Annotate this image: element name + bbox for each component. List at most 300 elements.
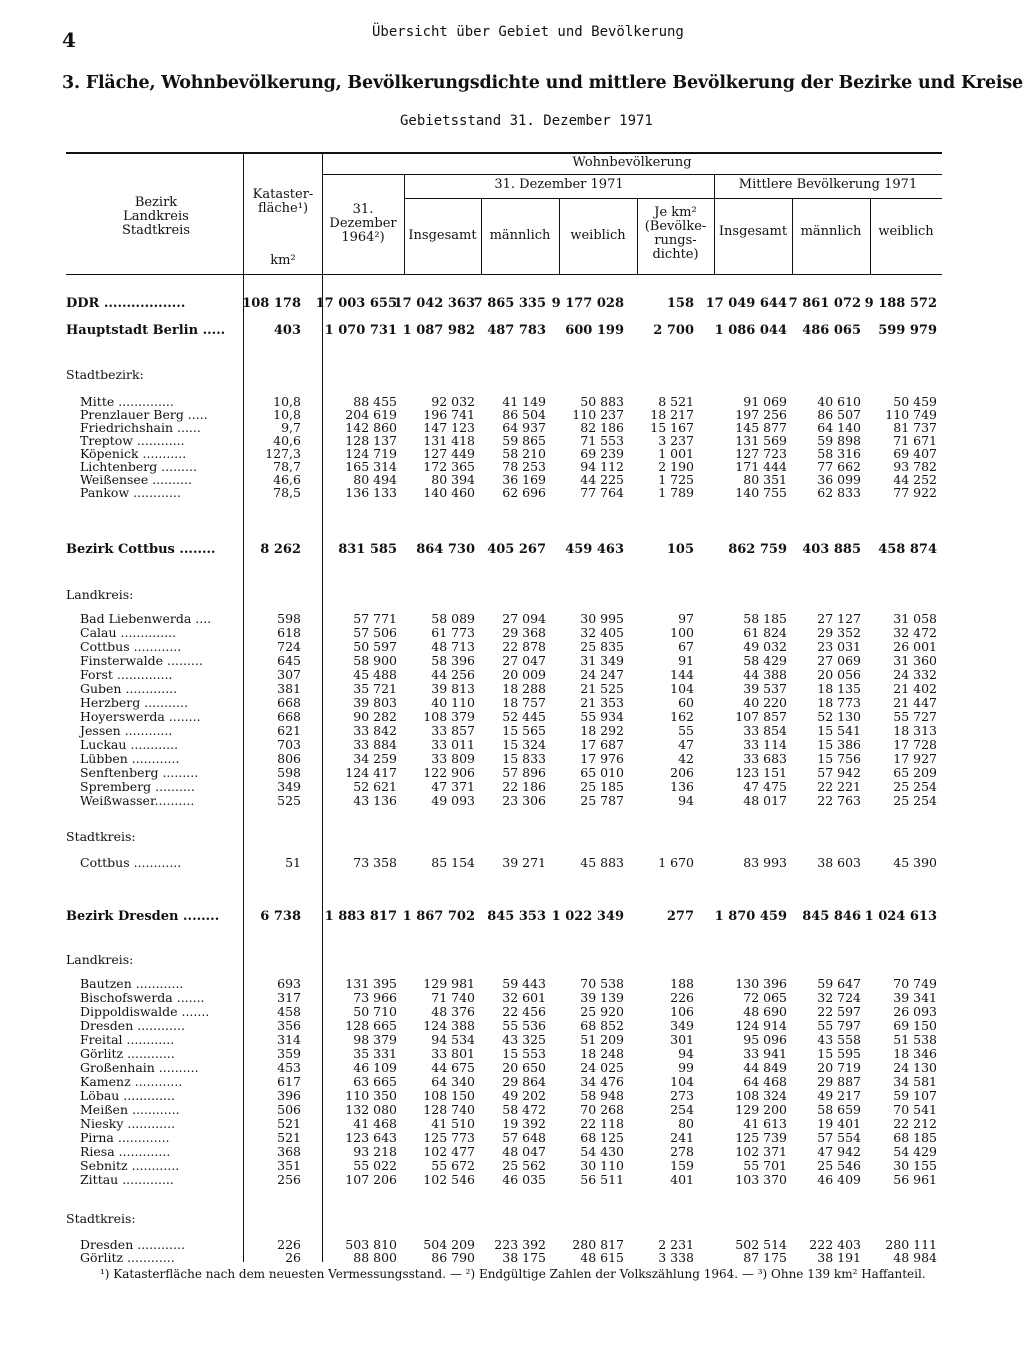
table-cell: 50 710 — [353, 1004, 397, 1019]
table-cell: 142 860 — [345, 420, 397, 435]
table-cell: 18 346 — [893, 1046, 937, 1061]
table-cell: 78,7 — [273, 459, 301, 474]
table-cell: 845 353 — [487, 909, 546, 924]
table-cell: 47 475 — [743, 779, 787, 794]
table-cell: 122 906 — [423, 765, 475, 780]
table-subtitle: Gebietsstand 31. Dezember 1971 — [400, 113, 653, 129]
table-cell: 18 135 — [817, 681, 861, 696]
table-cell: 85 154 — [431, 855, 475, 870]
table-cell: 20 056 — [817, 667, 861, 682]
table-cell: 25 546 — [817, 1158, 861, 1173]
row-label: Landkreis: — [66, 952, 134, 967]
table-cell: 17 728 — [893, 737, 937, 752]
table-cell: 52 621 — [353, 779, 397, 794]
table-cell: 71 740 — [431, 990, 475, 1005]
table-cell: 21 353 — [580, 695, 624, 710]
row-label: Görlitz ............ — [80, 1046, 175, 1061]
table-cell: 46,6 — [273, 472, 301, 487]
table-cell: 80 394 — [431, 472, 475, 487]
table-cell: 204 619 — [345, 407, 397, 422]
header-m-insg: Insgesamt — [718, 224, 788, 239]
table-cell: 33 842 — [353, 723, 397, 738]
table-cell: 9 188 572 — [864, 296, 937, 311]
table-cell: 24 025 — [580, 1060, 624, 1075]
table-cell: 39 341 — [893, 990, 937, 1005]
table-cell: 7 865 335 — [473, 296, 546, 311]
table-cell: 29 887 — [817, 1074, 861, 1089]
table-cell: 105 — [666, 542, 694, 557]
table-cell: 504 209 — [423, 1237, 475, 1252]
table-cell: 48 047 — [502, 1144, 546, 1159]
table-cell: 29 352 — [817, 625, 861, 640]
header-area-unit: km² — [270, 253, 296, 268]
table-cell: 125 773 — [423, 1130, 475, 1145]
table-cell: 70 268 — [580, 1102, 624, 1117]
table-cell: 64 140 — [817, 420, 861, 435]
table-cell: 41 510 — [431, 1116, 475, 1131]
table-cell: 171 444 — [735, 459, 787, 474]
table-cell: 33 011 — [431, 737, 475, 752]
table-cell: 21 525 — [580, 681, 624, 696]
table-cell: 18 292 — [580, 723, 624, 738]
table-cell: 18 217 — [650, 407, 694, 422]
row-label: Herzberg ........... — [80, 695, 188, 710]
table-cell: 64 937 — [502, 420, 546, 435]
table-cell: 405 267 — [487, 542, 546, 557]
table-cell: 39 803 — [353, 695, 397, 710]
table-cell: 38 175 — [502, 1250, 546, 1265]
table-cell: 70 538 — [580, 976, 624, 991]
table-cell: 15 167 — [650, 420, 694, 435]
table-cell: 21 447 — [893, 695, 937, 710]
table-cell: 18 248 — [580, 1046, 624, 1061]
table-cell: 41 613 — [743, 1116, 787, 1131]
table-cell: 45 488 — [353, 667, 397, 682]
row-label: Bad Liebenwerda .... — [80, 611, 212, 626]
table-cell: 18 773 — [817, 695, 861, 710]
table-cell: 51 209 — [580, 1032, 624, 1047]
table-cell: 38 191 — [817, 1250, 861, 1265]
table-cell: 226 — [277, 1237, 301, 1252]
table-cell: 349 — [277, 779, 301, 794]
row-label: Köpenick ........... — [80, 446, 187, 461]
table-cell: 1 870 459 — [714, 909, 787, 924]
table-cell: 25 920 — [580, 1004, 624, 1019]
table-cell: 77 922 — [893, 485, 937, 500]
table-cell: 47 — [678, 737, 694, 752]
row-label: Großenhain .......... — [80, 1060, 199, 1075]
table-cell: 48 713 — [431, 639, 475, 654]
table-cell: 65 010 — [580, 765, 624, 780]
table-cell: 17 687 — [580, 737, 624, 752]
table-cell: 49 093 — [431, 793, 475, 808]
table-cell: 20 009 — [502, 667, 546, 682]
table-cell: 57 648 — [502, 1130, 546, 1145]
table-cell: 159 — [670, 1158, 694, 1173]
table-cell: 80 — [678, 1116, 694, 1131]
row-label: Bischofswerda ....... — [80, 990, 205, 1005]
table-cell: 62 833 — [817, 485, 861, 500]
row-label: Mitte .............. — [80, 394, 174, 409]
row-label: Guben ............. — [80, 681, 178, 696]
table-cell: 88 800 — [353, 1250, 397, 1265]
table-cell: 93 218 — [353, 1144, 397, 1159]
table-cell: 33 941 — [743, 1046, 787, 1061]
table-cell: 10,8 — [273, 394, 301, 409]
row-label: DDR .................. — [66, 296, 186, 311]
table-cell: 10,8 — [273, 407, 301, 422]
table-cell: 487 783 — [487, 323, 546, 338]
header-insg: Insgesamt — [408, 228, 477, 243]
table-cell: 317 — [277, 990, 301, 1005]
table-cell: 48 615 — [580, 1250, 624, 1265]
table-cell: 48 690 — [743, 1004, 787, 1019]
table-cell: 61 824 — [743, 625, 787, 640]
table-cell: 27 127 — [817, 611, 861, 626]
table-cell: 2 190 — [658, 459, 694, 474]
row-label: Lübben ............ — [80, 751, 180, 766]
table-cell: 64 340 — [431, 1074, 475, 1089]
row-label: Bezirk Cottbus ........ — [66, 542, 216, 557]
table-cell: 62 696 — [502, 485, 546, 500]
table-cell: 22 212 — [893, 1116, 937, 1131]
table-cell: 24 332 — [893, 667, 937, 682]
table-cell: 77 662 — [817, 459, 861, 474]
table-cell: 44 675 — [431, 1060, 475, 1075]
table-cell: 45 390 — [893, 855, 937, 870]
table-cell: 110 237 — [572, 407, 624, 422]
table-cell: 172 365 — [423, 459, 475, 474]
table-cell: 31 360 — [893, 653, 937, 668]
table-cell: 43 136 — [353, 793, 397, 808]
row-label: Weißensee .......... — [80, 472, 192, 487]
col-divider-region — [243, 152, 244, 1262]
table-cell: 1 670 — [658, 855, 694, 870]
table-cell: 68 852 — [580, 1018, 624, 1033]
row-label: Bezirk Dresden ........ — [66, 909, 220, 924]
row-label: Sebnitz ............ — [80, 1158, 180, 1173]
table-cell: 396 — [277, 1088, 301, 1103]
table-cell: 20 650 — [502, 1060, 546, 1075]
table-cell: 71 671 — [893, 433, 937, 448]
table-cell: 55 797 — [817, 1018, 861, 1033]
table-cell: 145 877 — [735, 420, 787, 435]
table-cell: 55 — [678, 723, 694, 738]
table-cell: 27 069 — [817, 653, 861, 668]
table-cell: 521 — [277, 1130, 301, 1145]
table-cell: 525 — [277, 793, 301, 808]
row-label: Löbau ............. — [80, 1088, 175, 1103]
table-cell: 703 — [277, 737, 301, 752]
row-label: Friedrichshain ...... — [80, 420, 201, 435]
table-cell: 127,3 — [265, 446, 301, 461]
table-cell: 600 199 — [565, 323, 624, 338]
table-cell: 38 603 — [817, 855, 861, 870]
table-cell: 124 914 — [735, 1018, 787, 1033]
header-group-wohn: Wohnbevölkerung — [572, 155, 692, 170]
table-cell: 94 — [678, 793, 694, 808]
header-maenn: männlich — [489, 228, 551, 243]
table-cell: 59 443 — [502, 976, 546, 991]
table-cell: 110 749 — [885, 407, 937, 422]
table-cell: 58 316 — [817, 446, 861, 461]
row-label: Forst .............. — [80, 667, 173, 682]
table-cell: 23 031 — [817, 639, 861, 654]
table-cell: 94 — [678, 1046, 694, 1061]
table-cell: 30 155 — [893, 1158, 937, 1173]
row-label: Treptow ............ — [80, 433, 185, 448]
table-cell: 33 801 — [431, 1046, 475, 1061]
table-cell: 124 719 — [345, 446, 397, 461]
row-label: Cottbus ............ — [80, 855, 182, 870]
table-cell: 25 185 — [580, 779, 624, 794]
table-cell: 241 — [670, 1130, 694, 1145]
table-cell: 129 981 — [423, 976, 475, 991]
table-cell: 24 247 — [580, 667, 624, 682]
table-cell: 54 430 — [580, 1144, 624, 1159]
table-cell: 140 460 — [423, 485, 475, 500]
row-label: Lichtenberg ......... — [80, 459, 197, 474]
row-label: Pankow ............ — [80, 485, 181, 500]
table-cell: 162 — [670, 709, 694, 724]
table-cell: 55 934 — [580, 709, 624, 724]
table-cell: 107 206 — [345, 1172, 397, 1187]
table-cell: 30 995 — [580, 611, 624, 626]
row-label: Zittau ............. — [80, 1172, 174, 1187]
table-cell: 73 358 — [353, 855, 397, 870]
table-cell: 1 725 — [658, 472, 694, 487]
table-cell: 44 252 — [893, 472, 937, 487]
table-cell: 3 338 — [658, 1250, 694, 1265]
table-cell: 95 096 — [743, 1032, 787, 1047]
table-cell: 40 610 — [817, 394, 861, 409]
table-cell: 68 185 — [893, 1130, 937, 1145]
table-cell: 57 506 — [353, 625, 397, 640]
page-number: 4 — [62, 28, 76, 52]
table-cell: 486 065 — [802, 323, 861, 338]
table-cell: 17 927 — [893, 751, 937, 766]
row-label: Calau .............. — [80, 625, 177, 640]
table-cell: 40,6 — [273, 433, 301, 448]
table-cell: 52 130 — [817, 709, 861, 724]
table-cell: 49 217 — [817, 1088, 861, 1103]
table-cell: 128 740 — [423, 1102, 475, 1117]
table-cell: 18 757 — [502, 695, 546, 710]
table-cell: 59 865 — [502, 433, 546, 448]
table-cell: 44 225 — [580, 472, 624, 487]
table-cell: 196 741 — [423, 407, 475, 422]
table-cell: 301 — [670, 1032, 694, 1047]
table-cell: 24 130 — [893, 1060, 937, 1075]
table-cell: 57 771 — [353, 611, 397, 626]
row-label: Spremberg .......... — [80, 779, 195, 794]
table-cell: 100 — [670, 625, 694, 640]
table-cell: 91 — [678, 653, 694, 668]
table-cell: 668 — [277, 709, 301, 724]
table-cell: 381 — [277, 681, 301, 696]
table-cell: 26 093 — [893, 1004, 937, 1019]
table-cell: 93 782 — [893, 459, 937, 474]
table-cell: 368 — [277, 1144, 301, 1159]
table-title: 3. Fläche, Wohnbevölkerung, Bevölkerungsdichte und mittlere Bevölkerung der Bezirke und Kreise — [62, 73, 1023, 93]
row-label: Hauptstadt Berlin ..... — [66, 323, 226, 338]
table-cell: 140 755 — [735, 485, 787, 500]
table-cell: 132 080 — [345, 1102, 397, 1117]
header-rule-2 — [404, 198, 942, 199]
table-cell: 108 379 — [423, 709, 475, 724]
table-cell: 49 202 — [502, 1088, 546, 1103]
row-label: Niesky ............ — [80, 1116, 176, 1131]
table-cell: 107 857 — [735, 709, 787, 724]
table-cell: 41 468 — [353, 1116, 397, 1131]
table-cell: 72 065 — [743, 990, 787, 1005]
table-cell: 17 042 363 — [393, 296, 475, 311]
header-m-maenn: männlich — [800, 224, 862, 239]
table-cell: 598 — [277, 611, 301, 626]
table-cell: 130 396 — [735, 976, 787, 991]
table-cell: 618 — [277, 625, 301, 640]
table-cell: 15 541 — [817, 723, 861, 738]
table-cell: 136 133 — [345, 485, 397, 500]
table-cell: 1 867 702 — [402, 909, 475, 924]
table-cell: 98 379 — [353, 1032, 397, 1047]
table-cell: 33 809 — [431, 751, 475, 766]
table-cell: 458 — [277, 1004, 301, 1019]
table-cell: 165 314 — [345, 459, 397, 474]
table-cell: 58 429 — [743, 653, 787, 668]
table-cell: 36 169 — [502, 472, 546, 487]
table-cell: 77 764 — [580, 485, 624, 500]
table-cell: 15 833 — [502, 751, 546, 766]
table-cell: 26 001 — [893, 639, 937, 654]
table-cell: 22 597 — [817, 1004, 861, 1019]
table-cell: 27 047 — [502, 653, 546, 668]
table-cell: 43 558 — [817, 1032, 861, 1047]
table-cell: 32 601 — [502, 990, 546, 1005]
table-cell: 188 — [670, 976, 694, 991]
table-cell: 59 107 — [893, 1088, 937, 1103]
table-cell: 71 553 — [580, 433, 624, 448]
table-cell: 9,7 — [281, 420, 301, 435]
table-cell: 73 966 — [353, 990, 397, 1005]
table-cell: 459 463 — [565, 542, 624, 557]
table-cell: 55 022 — [353, 1158, 397, 1173]
table-cell: 94 534 — [431, 1032, 475, 1047]
table-cell: 806 — [277, 751, 301, 766]
row-label: Pirna ............. — [80, 1130, 170, 1145]
table-cell: 102 371 — [735, 1144, 787, 1159]
table-cell: 108 178 — [242, 296, 301, 311]
table-cell: 123 151 — [735, 765, 787, 780]
table-cell: 70 749 — [893, 976, 937, 991]
table-cell: 43 325 — [502, 1032, 546, 1047]
table-cell: 1 024 613 — [864, 909, 937, 924]
header-weib: weiblich — [570, 228, 626, 243]
table-cell: 46 409 — [817, 1172, 861, 1187]
table-cell: 15 386 — [817, 737, 861, 752]
table-cell: 58 210 — [502, 446, 546, 461]
table-cell: 22 456 — [502, 1004, 546, 1019]
table-cell: 9 177 028 — [551, 296, 624, 311]
table-cell: 256 — [277, 1172, 301, 1187]
table-cell: 108 150 — [423, 1088, 475, 1103]
table-cell: 55 701 — [743, 1158, 787, 1173]
table-cell: 129 200 — [735, 1102, 787, 1117]
table-cell: 51 — [285, 855, 301, 870]
table-cell: 57 896 — [502, 765, 546, 780]
row-label: Hoyerswerda ........ — [80, 709, 201, 724]
table-cell: 55 536 — [502, 1018, 546, 1033]
table-cell: 356 — [277, 1018, 301, 1033]
row-label: Bautzen ............ — [80, 976, 184, 991]
table-cell: 1 086 044 — [714, 323, 787, 338]
table-cell: 80 494 — [353, 472, 397, 487]
table-cell: 25 254 — [893, 779, 937, 794]
table-cell: 58 948 — [580, 1088, 624, 1103]
table-cell: 144 — [670, 667, 694, 682]
table-cell: 58 472 — [502, 1102, 546, 1117]
table-cell: 35 331 — [353, 1046, 397, 1061]
table-cell: 63 665 — [353, 1074, 397, 1089]
table-cell: 845 846 — [802, 909, 861, 924]
table-cell: 46 035 — [502, 1172, 546, 1187]
row-label: Prenzlauer Berg ..... — [80, 407, 208, 422]
table-cell: 15 553 — [502, 1046, 546, 1061]
table-cell: 503 810 — [345, 1237, 397, 1252]
header-1964: 31. Dezember 1964²) — [329, 202, 397, 245]
table-cell: 123 643 — [345, 1130, 397, 1145]
row-label: Stadtkreis: — [66, 1211, 136, 1226]
table-cell: 197 256 — [735, 407, 787, 422]
table-cell: 2 700 — [653, 323, 694, 338]
row-label: Landkreis: — [66, 587, 134, 602]
table-cell: 128 137 — [345, 433, 397, 448]
table-cell: 359 — [277, 1046, 301, 1061]
row-label: Jessen ............ — [80, 723, 173, 738]
table-cell: 222 403 — [809, 1237, 861, 1252]
table-cell: 206 — [670, 765, 694, 780]
table-cell: 223 392 — [494, 1237, 546, 1252]
table-cell: 47 371 — [431, 779, 475, 794]
table-cell: 2 231 — [658, 1237, 694, 1252]
row-label: Finsterwalde ......... — [80, 653, 203, 668]
table-cell: 33 857 — [431, 723, 475, 738]
table-cell: 8 262 — [260, 542, 301, 557]
table-cell: 58 396 — [431, 653, 475, 668]
header-rule-1 — [322, 174, 942, 175]
table-cell: 32 405 — [580, 625, 624, 640]
table-cell: 50 597 — [353, 639, 397, 654]
table-cell: 19 392 — [502, 1116, 546, 1131]
table-cell: 127 449 — [423, 446, 475, 461]
table-cell: 88 455 — [353, 394, 397, 409]
table-cell: 831 585 — [338, 542, 397, 557]
table-cell: 86 507 — [817, 407, 861, 422]
header-region: Bezirk Landkreis Stadtkreis — [121, 195, 191, 238]
table-cell: 47 942 — [817, 1144, 861, 1159]
table-cell: 25 254 — [893, 793, 937, 808]
row-label: Dresden ............ — [80, 1018, 185, 1033]
table-cell: 58 900 — [353, 653, 397, 668]
table-cell: 49 032 — [743, 639, 787, 654]
table-cell: 127 723 — [735, 446, 787, 461]
table-cell: 65 209 — [893, 765, 937, 780]
table-cell: 36 099 — [817, 472, 861, 487]
table-cell: 44 388 — [743, 667, 787, 682]
table-cell: 15 565 — [502, 723, 546, 738]
table-cell: 506 — [277, 1102, 301, 1117]
table-cell: 57 942 — [817, 765, 861, 780]
